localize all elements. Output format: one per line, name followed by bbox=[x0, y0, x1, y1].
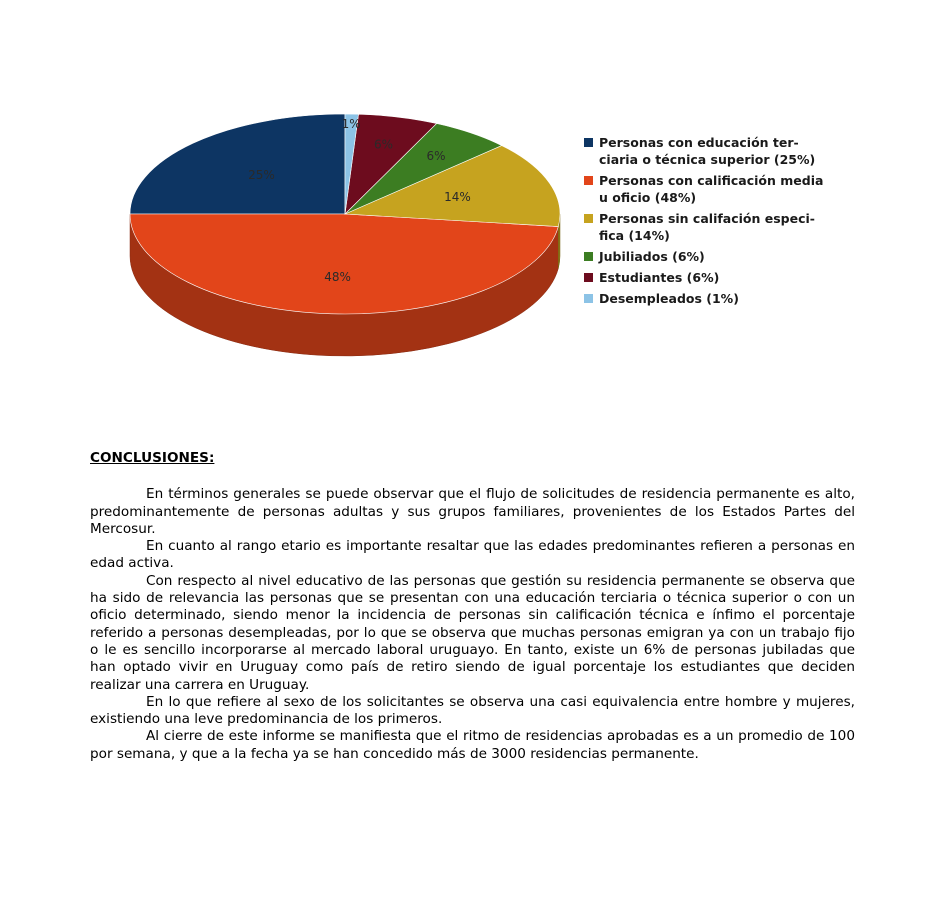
legend-label-line-1: Personas con educación ter- bbox=[599, 135, 799, 150]
pie-data-label-2: 14% bbox=[444, 190, 471, 204]
legend-label-line-2: ciaria o técnica superior (25%) bbox=[599, 152, 816, 167]
pie-data-label-4: 6% bbox=[373, 137, 394, 152]
legend-swatch-desempleados bbox=[584, 294, 593, 303]
paragraph-nivel-educativo: Con respecto al nivel educativo de las personas que gestión su residencia permanente se observa que ha sido de relevancia las personas que se presentan con una educación terciaria o técnica superior o con un oficio determinado, siendo menor la incidencia de personas sin calificación técnica e ínfimo el porcentaje referido a personas desempleadas, por lo que se observa que muchas personas emigran ya con un trabajo fijo o le es sencillo incorporarse al mercado laboral uruguayo. En tanto, existe un 6% de personas jubiladas que han optado vivir en Uruguay como país de retiro siendo de igual porcentaje los estudiantes que deciden realizar una carrera en Uruguay. bbox=[90, 572, 855, 693]
pie-data-label-0: 25% bbox=[248, 168, 275, 183]
legend-swatch-sin-calificacion bbox=[584, 214, 593, 223]
conclusions-section bbox=[90, 450, 855, 763]
paragraph-sexo: En lo que refiere al sexo de los solicitantes se observa una casi equivalencia entre hombre y mujeres, existiendo una leve predominancia de los primeros. bbox=[90, 693, 855, 728]
legend-item-terciaria bbox=[584, 134, 834, 168]
chart-legend bbox=[584, 134, 834, 311]
legend-label: Jubiliados (6%) bbox=[599, 249, 705, 264]
legend-label: Desempleados (1%) bbox=[599, 291, 739, 306]
legend-swatch-estudiantes bbox=[584, 273, 593, 282]
pie-top-faces bbox=[130, 114, 560, 314]
legend-label-line-1: Personas con calificación media bbox=[599, 173, 824, 188]
legend-label-line-2: fica (14%) bbox=[599, 228, 670, 243]
legend-item-jubilados bbox=[584, 248, 834, 265]
legend-item-calificacion-media bbox=[584, 172, 834, 206]
legend-swatch-jubilados bbox=[584, 252, 593, 261]
legend-swatch-terciaria bbox=[584, 138, 593, 147]
legend-label-line-2: u oficio (48%) bbox=[599, 190, 697, 205]
paragraph-cierre: Al cierre de este informe se manifiesta que el ritmo de residencias aprobadas es a un promedio de 100 por semana, y que a la fecha ya se han concedido más de 3000 residencias permanente. bbox=[90, 728, 855, 762]
legend-item-sin-calificacion bbox=[584, 210, 834, 244]
legend-item-desempleados bbox=[584, 290, 834, 307]
pie-slice-0 bbox=[130, 114, 345, 214]
section-heading: CONCLUSIONES: bbox=[90, 450, 215, 466]
legend-label-line-1: Personas sin califación especi- bbox=[599, 211, 815, 226]
legend-label: Estudiantes (6%) bbox=[599, 270, 720, 285]
paragraph-general: En términos generales se puede observar que el flujo de solicitudes de residencia permanente es alto, predominantemente de personas adultas y sus grupos familiares, provenientes de los Estados Partes del Mercosur. bbox=[90, 486, 855, 537]
pie-data-label-1: 48% bbox=[324, 269, 351, 284]
paragraph-rango-etario: En cuanto al rango etario es importante resaltar que las edades predominantes refieren a personas en edad activa. bbox=[90, 538, 855, 572]
legend-swatch-calificacion-media bbox=[584, 176, 593, 185]
legend-item-estudiantes bbox=[584, 269, 834, 286]
pie-data-label-5: 1% bbox=[341, 117, 361, 131]
pie-data-label-3: 6% bbox=[426, 148, 446, 163]
pie-chart bbox=[0, 0, 945, 440]
